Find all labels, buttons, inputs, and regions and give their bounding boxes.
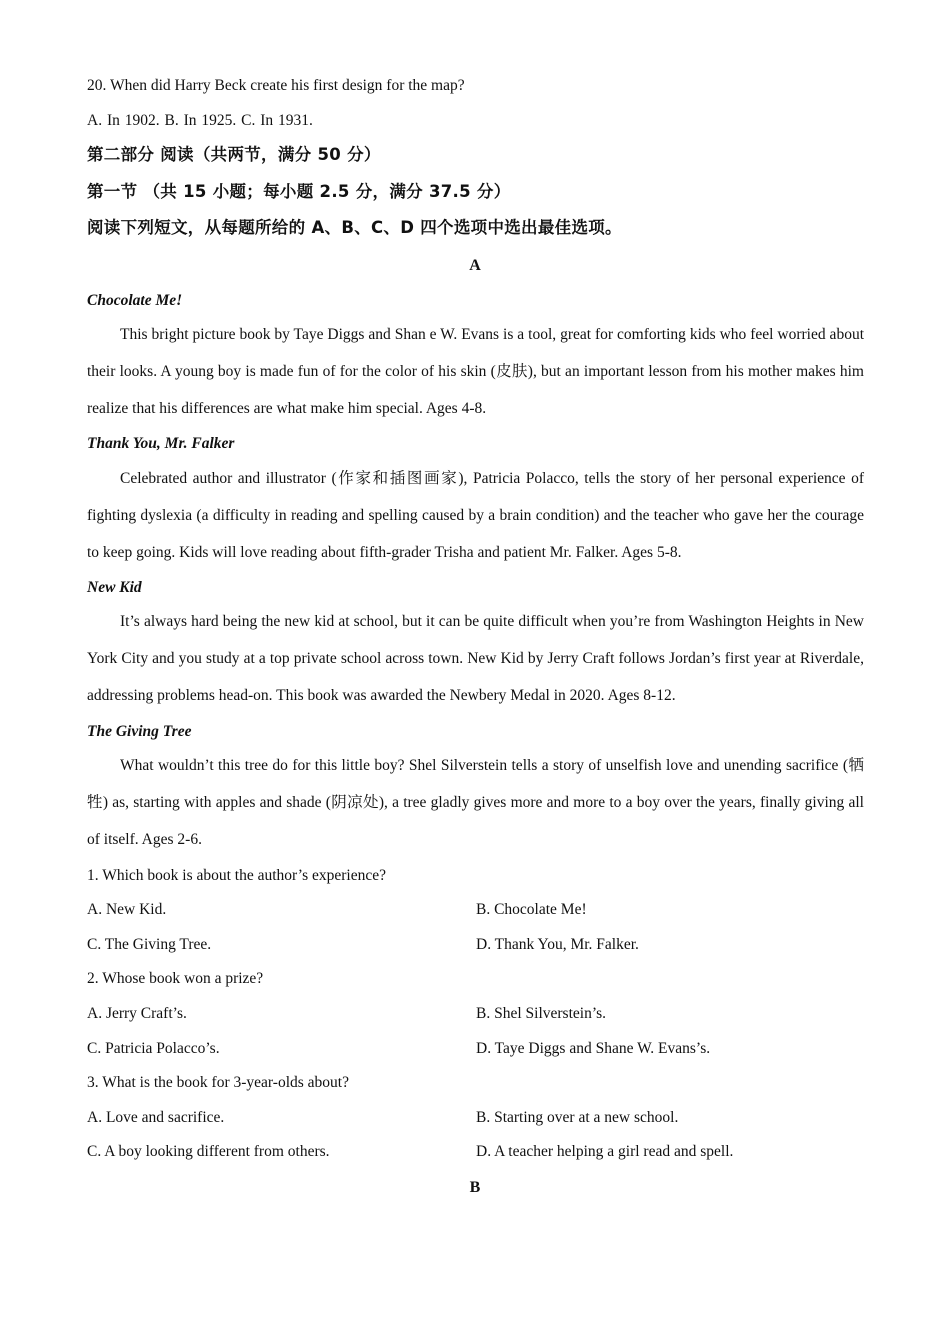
question-1-option-c: C. The Giving Tree. [87,936,212,953]
question-3-option-d: D. A teacher helping a girl read and spell. [476,1143,734,1160]
book-description-the-giving-tree: What wouldn’t this tree do for this little boy? Shel Silverstein tells a story of unselfish love and unending sacrifice (牺牲) as, starting with apples and shade (阴凉处), a tree gladly gives more and more to a boy over the years, finally giving all of itself. Ages 2-6. [87,757,864,848]
book-description-chocolate-me: This bright picture book by Taye Diggs and Shan e W. Evans is a tool, great for comforting kids who feel worried about their looks. A young boy is made fun of for the color of his skin (皮肤), but an important lesson from his mother makes him realize that his differences are what make him special. Ages 4-8. [87,326,864,417]
question-2-option-d: D. Taye Diggs and Shane W. Evans’s. [476,1040,711,1057]
question-2-option-a: A. Jerry Craft’s. [87,1005,187,1022]
book-title-the-giving-tree: The Giving Tree [87,723,192,740]
book-description-new-kid: It’s always hard being the new kid at school, but it can be quite difficult when you’re from Washington Heights in New York City and you study at a top private school across town. New Kid by Jerry Craft follows Jordan’s first year at Riverdale, addressing problems head-on. This book was awarded the Newbery Medal in 2020. Ages 8-12. [87,613,864,704]
book-description-thank-you-mr-falker: Celebrated author and illustrator (作家和插图画家), Patricia Polacco, tells the story of her personal experience of fighting dyslexia (a difficulty in reading and spelling caused by a brain condition) and the teacher who gave her the courage to keep going. Kids will love reading about fifth-grader Trisha and patient Mr. Falker. Ages 5-8. [87,470,864,561]
question-3-option-c: C. A boy looking different from others. [87,1143,330,1160]
book-title-chocolate-me: Chocolate Me! [87,292,183,309]
passage-b-letter: B [469,1179,481,1196]
book-title-thank-you-mr-falker: Thank You, Mr. Falker [87,435,235,452]
section-one-heading: 第一节 （共 15 小题；每小题 2.5 分，满分 37.5 分） [87,182,511,201]
question-20-stem: 20. When did Harry Beck create his first design for the map? [87,77,465,94]
question-3-option-a: A. Love and sacrifice. [87,1109,225,1126]
question-1-option-a: A. New Kid. [87,901,167,918]
question-3-option-b: B. Starting over at a new school. [476,1109,679,1126]
question-1-option-d: D. Thank You, Mr. Falker. [476,936,639,953]
book-title-new-kid: New Kid [87,579,142,596]
question-20-options: A. In 1902. B. In 1925. C. In 1931. [87,112,313,129]
question-1-option-b: B. Chocolate Me! [476,901,587,918]
part-two-heading: 第二部分 阅读（共两节，满分 50 分） [87,145,381,164]
question-2-option-b: B. Shel Silverstein’s. [476,1005,607,1022]
question-2-option-c: C. Patricia Polacco’s. [87,1040,220,1057]
passage-a-letter: A [469,257,481,274]
question-1-stem: 1. Which book is about the author’s experience? [87,867,387,884]
question-2-stem: 2. Whose book won a prize? [87,970,264,987]
question-3-stem: 3. What is the book for 3-year-olds about? [87,1074,349,1091]
instruction-heading: 阅读下列短文，从每题所给的 A、B、C、D 四个选项中选出最佳选项。 [87,218,622,237]
